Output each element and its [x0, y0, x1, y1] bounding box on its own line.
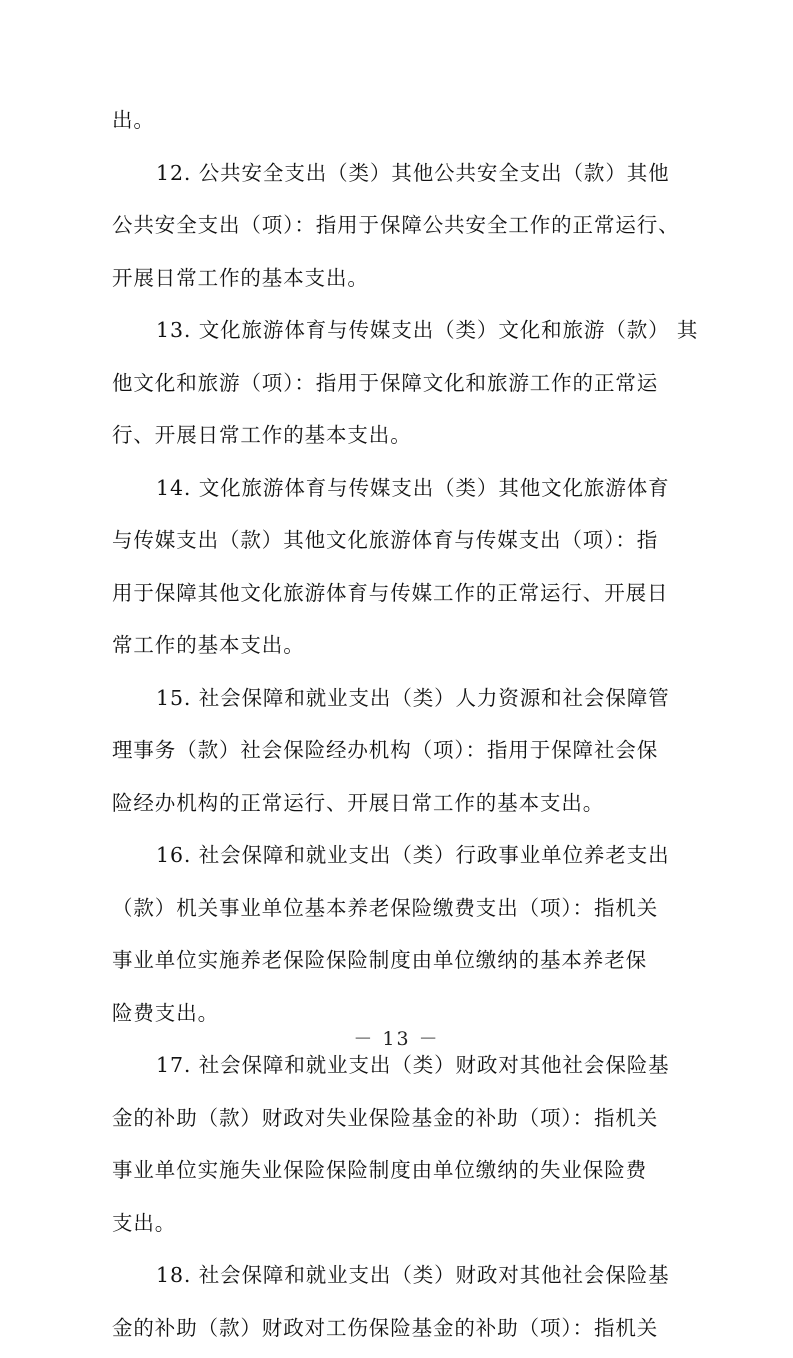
- text-line: 事业单位实施养老保险保险制度由单位缴纳的基本养老保: [112, 938, 678, 991]
- paragraph-14-start: 14. 文化旅游体育与传媒支出（类）其他文化旅游体育: [112, 466, 678, 519]
- text-line: 他文化和旅游（项）：指用于保障文化和旅游工作的正常运: [112, 361, 678, 414]
- paragraph-12-start: 12. 公共安全支出（类）其他公共安全支出（款）其他: [112, 151, 678, 204]
- paragraph-13-start: 13. 文化旅游体育与传媒支出（类）文化和旅游（款） 其: [112, 308, 678, 361]
- text-line: 金的补助（款）财政对工伤保险基金的补助（项）：指机关: [112, 1306, 678, 1358]
- text-line: 金的补助（款）财政对失业保险基金的补助（项）：指机关: [112, 1096, 678, 1149]
- text-line: 用于保障其他文化旅游体育与传媒工作的正常运行、开展日: [112, 571, 678, 624]
- text-line: （款）机关事业单位基本养老保险缴费支出（项）：指机关: [112, 886, 678, 939]
- text-line: 险费支出。: [112, 991, 678, 1044]
- paragraph-15-start: 15. 社会保障和就业支出（类）人力资源和社会保障管: [112, 676, 678, 729]
- text-line: 开展日常工作的基本支出。: [112, 256, 678, 309]
- text-line: 行、开展日常工作的基本支出。: [112, 413, 678, 466]
- paragraph-17-start: 17. 社会保障和就业支出（类）财政对其他社会保险基: [112, 1043, 678, 1096]
- body-text: [112, 98, 678, 1358]
- text-line: 支出。: [112, 1201, 678, 1254]
- paragraph-18-start: 18. 社会保障和就业支出（类）财政对其他社会保险基: [112, 1253, 678, 1306]
- text-line: 出。: [112, 98, 678, 151]
- text-line: 公共安全支出（项）：指用于保障公共安全工作的正常运行、: [112, 203, 678, 256]
- text-line: 险经办机构的正常运行、开展日常工作的基本支出。: [112, 781, 678, 834]
- text-line: 与传媒支出（款）其他文化旅游体育与传媒支出（项）：指: [112, 518, 678, 571]
- text-line: 常工作的基本支出。: [112, 623, 678, 676]
- text-line: 理事务（款）社会保险经办机构（项）：指用于保障社会保: [112, 728, 678, 781]
- paragraph-16-start: 16. 社会保障和就业支出（类）行政事业单位养老支出: [112, 833, 678, 886]
- text-line: 事业单位实施失业保险保险制度由单位缴纳的失业保险费: [112, 1148, 678, 1201]
- page-number: － 13 －: [0, 1024, 793, 1051]
